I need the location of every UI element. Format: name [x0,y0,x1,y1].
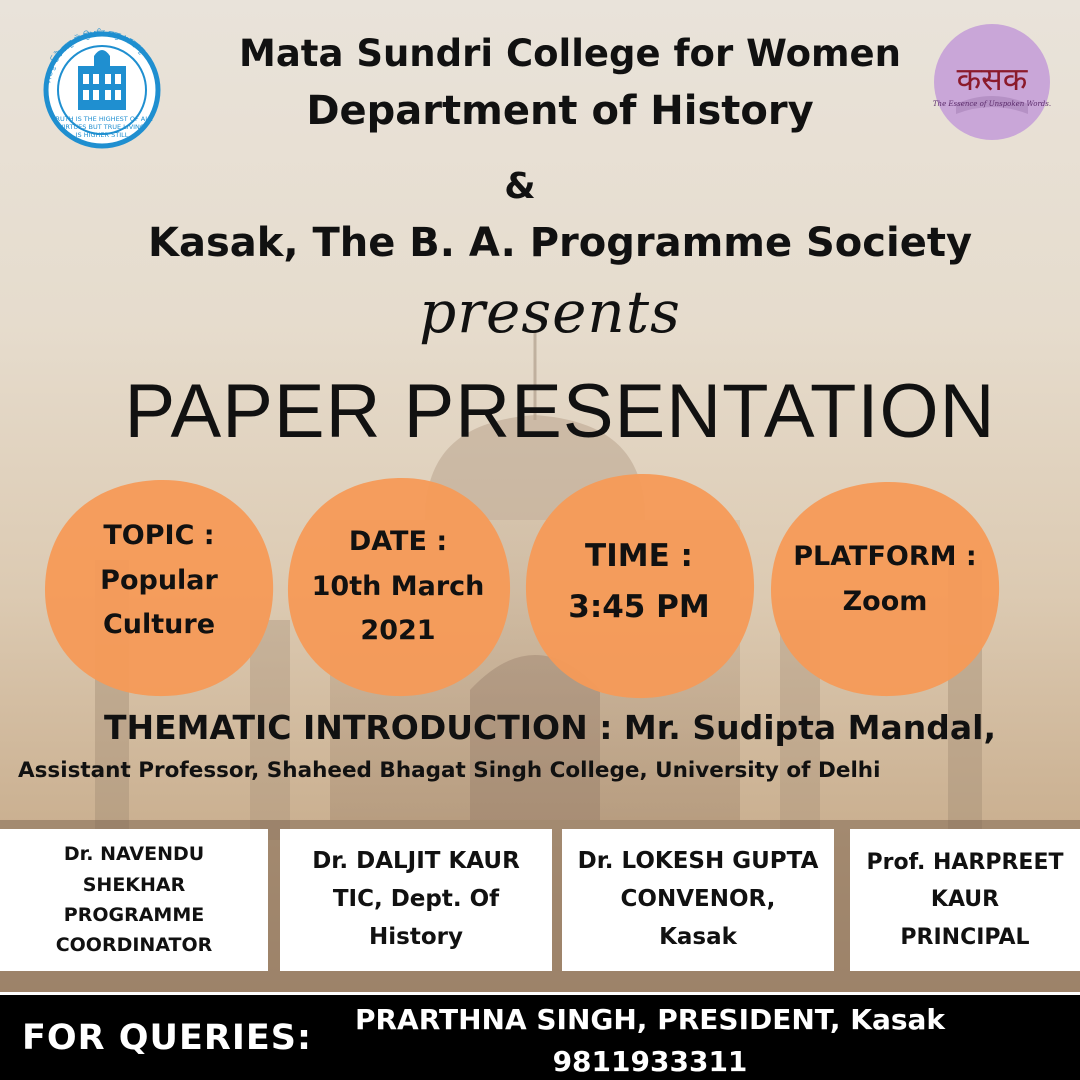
platform-label: PLATFORM : [793,541,977,573]
queries-label: FOR QUERIES: [22,1018,312,1058]
logo-motto-1: TRUTH IS THE HIGHEST OF ALL [51,115,153,123]
official-4-line-3: PRINCIPAL [900,924,1030,950]
official-4-line-1: Prof. HARPREET [866,849,1064,875]
kasak-wordmark: कसक [956,60,1028,98]
queries-contact [310,999,990,1080]
queries-footer [0,992,1080,1080]
official-2-line-3: History [369,923,463,950]
official-1-line-4: COORDINATOR [55,934,213,957]
logo-motto-3: IS HIGHER STILL [75,131,129,139]
official-card-principal [850,829,1080,971]
official-2-line-2: TIC, Dept. Of [332,886,500,913]
official-3-line-1: Dr. LOKESH GUPTA [577,848,819,875]
logo-motto-2: VIRTUES BUT TRUE LIVING [59,123,145,131]
time-label: TIME : [585,537,693,574]
official-3-line-3: Kasak [659,923,737,950]
official-card-coordinator [0,829,268,971]
date-value-line-1: 10th March [311,570,485,602]
platform-bubble [766,478,1004,700]
official-4-line-2: KAUR [930,887,1000,913]
event-title: PAPER PRESENTATION [124,369,996,454]
date-bubble [282,474,514,700]
topic-value-line-1: Popular [100,564,218,596]
time-bubble [520,470,758,702]
date-value-line-2: 2021 [360,615,436,647]
official-3-line-2: CONVENOR, [620,886,776,913]
department-name: Department of History [306,88,814,134]
official-1-line-2: SHEKHAR [82,873,186,896]
thematic-introduction: THEMATIC INTRODUCTION : Mr. Sudipta Mandal, [103,708,996,747]
logo-arc-text: ਸਚਹੁ ਓਰੈ ਸਭੁ ਕੋ ਉਪਰਿ ਸਚੁ ਆਚਾਰੁ [43,28,147,84]
official-card-convenor [562,829,834,971]
kasak-tagline: The Essence of Unspoken Words. [932,100,1052,108]
topic-value-line-2: Culture [102,609,216,641]
college-name: Mata Sundri College for Women [239,32,901,75]
society-name: Kasak, The B. A. Programme Society [147,220,973,266]
official-card-tic [280,829,552,971]
time-value: 3:45 PM [568,589,710,625]
official-2-line-1: Dr. DALJIT KAUR [312,848,520,875]
ampersand: & [504,166,536,207]
official-1-line-1: Dr. NAVENDU [63,843,205,866]
speaker-affiliation: Assistant Professor, Shaheed Bhagat Singh College, University of Delhi [18,758,881,783]
contact-name: PRARTHNA SINGH, PRESIDENT, Kasak [354,1003,946,1036]
presents-text: presents [419,278,681,346]
date-label: DATE : [348,526,448,558]
topic-bubble [40,476,278,700]
platform-value: Zoom [842,586,928,617]
topic-label: TOPIC : [103,520,215,552]
contact-phone: 9811933311 [552,1045,748,1078]
official-1-line-3: PROGRAMME [63,904,205,926]
